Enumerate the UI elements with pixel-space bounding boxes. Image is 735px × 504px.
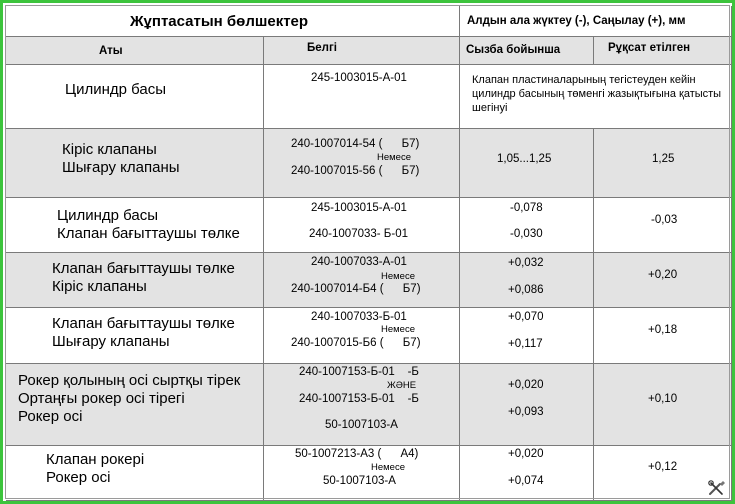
table-row — [6, 308, 264, 364]
name-header-cell — [6, 37, 264, 65]
allowed-cell — [594, 198, 732, 253]
drawing-cell — [460, 308, 594, 364]
part-code: 245-1003015-А-01 — [311, 72, 407, 84]
note-cell — [460, 65, 732, 129]
or-label: Немесе — [381, 324, 415, 335]
part-code: 50-1007103-А — [323, 475, 396, 487]
table-row — [6, 65, 264, 129]
drawing-cell — [460, 446, 594, 501]
drawing-cell — [460, 198, 594, 253]
allowed-value: +0,12 — [648, 461, 678, 473]
part-name: Клапан бағыттаушы төлке — [57, 225, 240, 242]
table-row — [6, 129, 264, 198]
drawing-cell — [460, 364, 594, 446]
part-code: 240-1007033- Б-01 — [309, 228, 408, 240]
allowed-header-cell — [594, 37, 732, 65]
code-cell — [264, 253, 460, 308]
part-code: 240-1007153-Б-01 -Б — [299, 366, 419, 378]
allowed-cell — [594, 253, 732, 308]
part-code: 240-1007015-Б6 ( Б7) — [291, 337, 421, 349]
table-row — [6, 253, 264, 308]
or-label: Немесе — [371, 462, 405, 473]
drawing-value: +0,020 — [508, 379, 544, 391]
code-cell — [264, 308, 460, 364]
table-title: Жұптасатын бөлшектер — [130, 13, 309, 30]
clearance-title-cell — [460, 6, 732, 37]
part-name: Цилиндр басы — [57, 207, 159, 224]
part-name: Клапан рокері — [46, 451, 145, 468]
drawing-value: 1,05...1,25 — [497, 153, 552, 165]
drawing-header-cell — [460, 37, 594, 65]
part-code: 240-1007033-А-01 — [311, 256, 407, 268]
table-row — [6, 446, 264, 501]
part-name: Ортаңғы рокер осі тірегі — [18, 390, 185, 407]
drawing-value: -0,078 — [510, 202, 543, 214]
allowed-value: +0,20 — [648, 269, 678, 281]
table-row — [6, 364, 264, 446]
drawing-value: +0,020 — [508, 448, 544, 460]
part-code: 50-1007103-А — [325, 419, 398, 431]
part-name: Рокер қолының осі сыртқы тірек — [18, 372, 241, 389]
drawing-cell — [460, 129, 594, 198]
part-name: Рокер осі — [18, 408, 83, 425]
allowed-value: 1,25 — [652, 153, 675, 165]
drawing-value: +0,074 — [508, 475, 544, 487]
code-cell — [264, 65, 460, 129]
allowed-value: +0,10 — [648, 393, 678, 405]
and-label: ЖӘНЕ — [387, 380, 417, 391]
allowed-cell — [594, 129, 732, 198]
table-row — [6, 198, 264, 253]
part-name: Клапан бағыттаушы төлке — [52, 315, 235, 332]
allowed-cell — [594, 364, 732, 446]
code-cell — [264, 446, 460, 501]
part-name: Шығару клапаны — [52, 333, 170, 350]
part-code: 240-1007015-56 ( Б7) — [291, 165, 420, 177]
drawing-value: +0,117 — [508, 338, 543, 350]
drawing-value: +0,032 — [508, 257, 544, 269]
allowed-column-header: Рұқсат етілген — [608, 42, 691, 54]
part-code: 240-1007014-54 ( Б7) — [291, 138, 420, 150]
allowed-value: -0,03 — [651, 214, 678, 226]
allowed-cell — [594, 308, 732, 364]
part-name: Клапан бағыттаушы төлке — [52, 260, 235, 277]
part-code: 240-1007153-Б-01 -Б — [299, 393, 419, 405]
tools-icon[interactable] — [708, 480, 726, 496]
part-code: 245-1003015-А-01 — [311, 202, 407, 214]
drawing-value: -0,030 — [510, 228, 543, 240]
name-column-header: Аты — [99, 45, 123, 57]
part-code: 240-1007014-Б4 ( Б7) — [291, 283, 421, 295]
drawing-value: +0,093 — [508, 406, 544, 418]
drawing-value: +0,086 — [508, 284, 544, 296]
drawing-cell — [460, 253, 594, 308]
drawing-value: +0,070 — [508, 311, 544, 323]
allowed-value: +0,18 — [648, 324, 678, 336]
code-header-cell — [264, 37, 460, 65]
part-name: Цилиндр басы — [65, 81, 167, 98]
part-name: Шығару клапаны — [62, 159, 180, 176]
part-name: Рокер осі — [46, 469, 111, 486]
or-label: Немесе — [381, 271, 415, 282]
drawing-column-header: Сызба бойынша — [466, 44, 561, 56]
recess-note: Клапан пластиналарының тегістеуден кейін цилиндр басының төменгі жазықтығына қатысты шегінуі — [472, 74, 722, 114]
part-code: 240-1007033-Б-01 — [311, 311, 407, 323]
part-code: 50-1007213-А3 ( А4) — [295, 448, 419, 460]
part-name: Кіріс клапаны — [52, 278, 147, 295]
code-cell — [264, 198, 460, 253]
code-cell — [264, 364, 460, 446]
code-column-header: Белгі — [307, 42, 337, 54]
code-cell — [264, 129, 460, 198]
clearance-title: Алдын ала жүктеу (-), Саңылау (+), мм — [467, 15, 686, 27]
title-cell — [6, 6, 460, 37]
or-label: Немесе — [377, 152, 411, 163]
part-name: Кіріс клапаны — [62, 141, 157, 158]
